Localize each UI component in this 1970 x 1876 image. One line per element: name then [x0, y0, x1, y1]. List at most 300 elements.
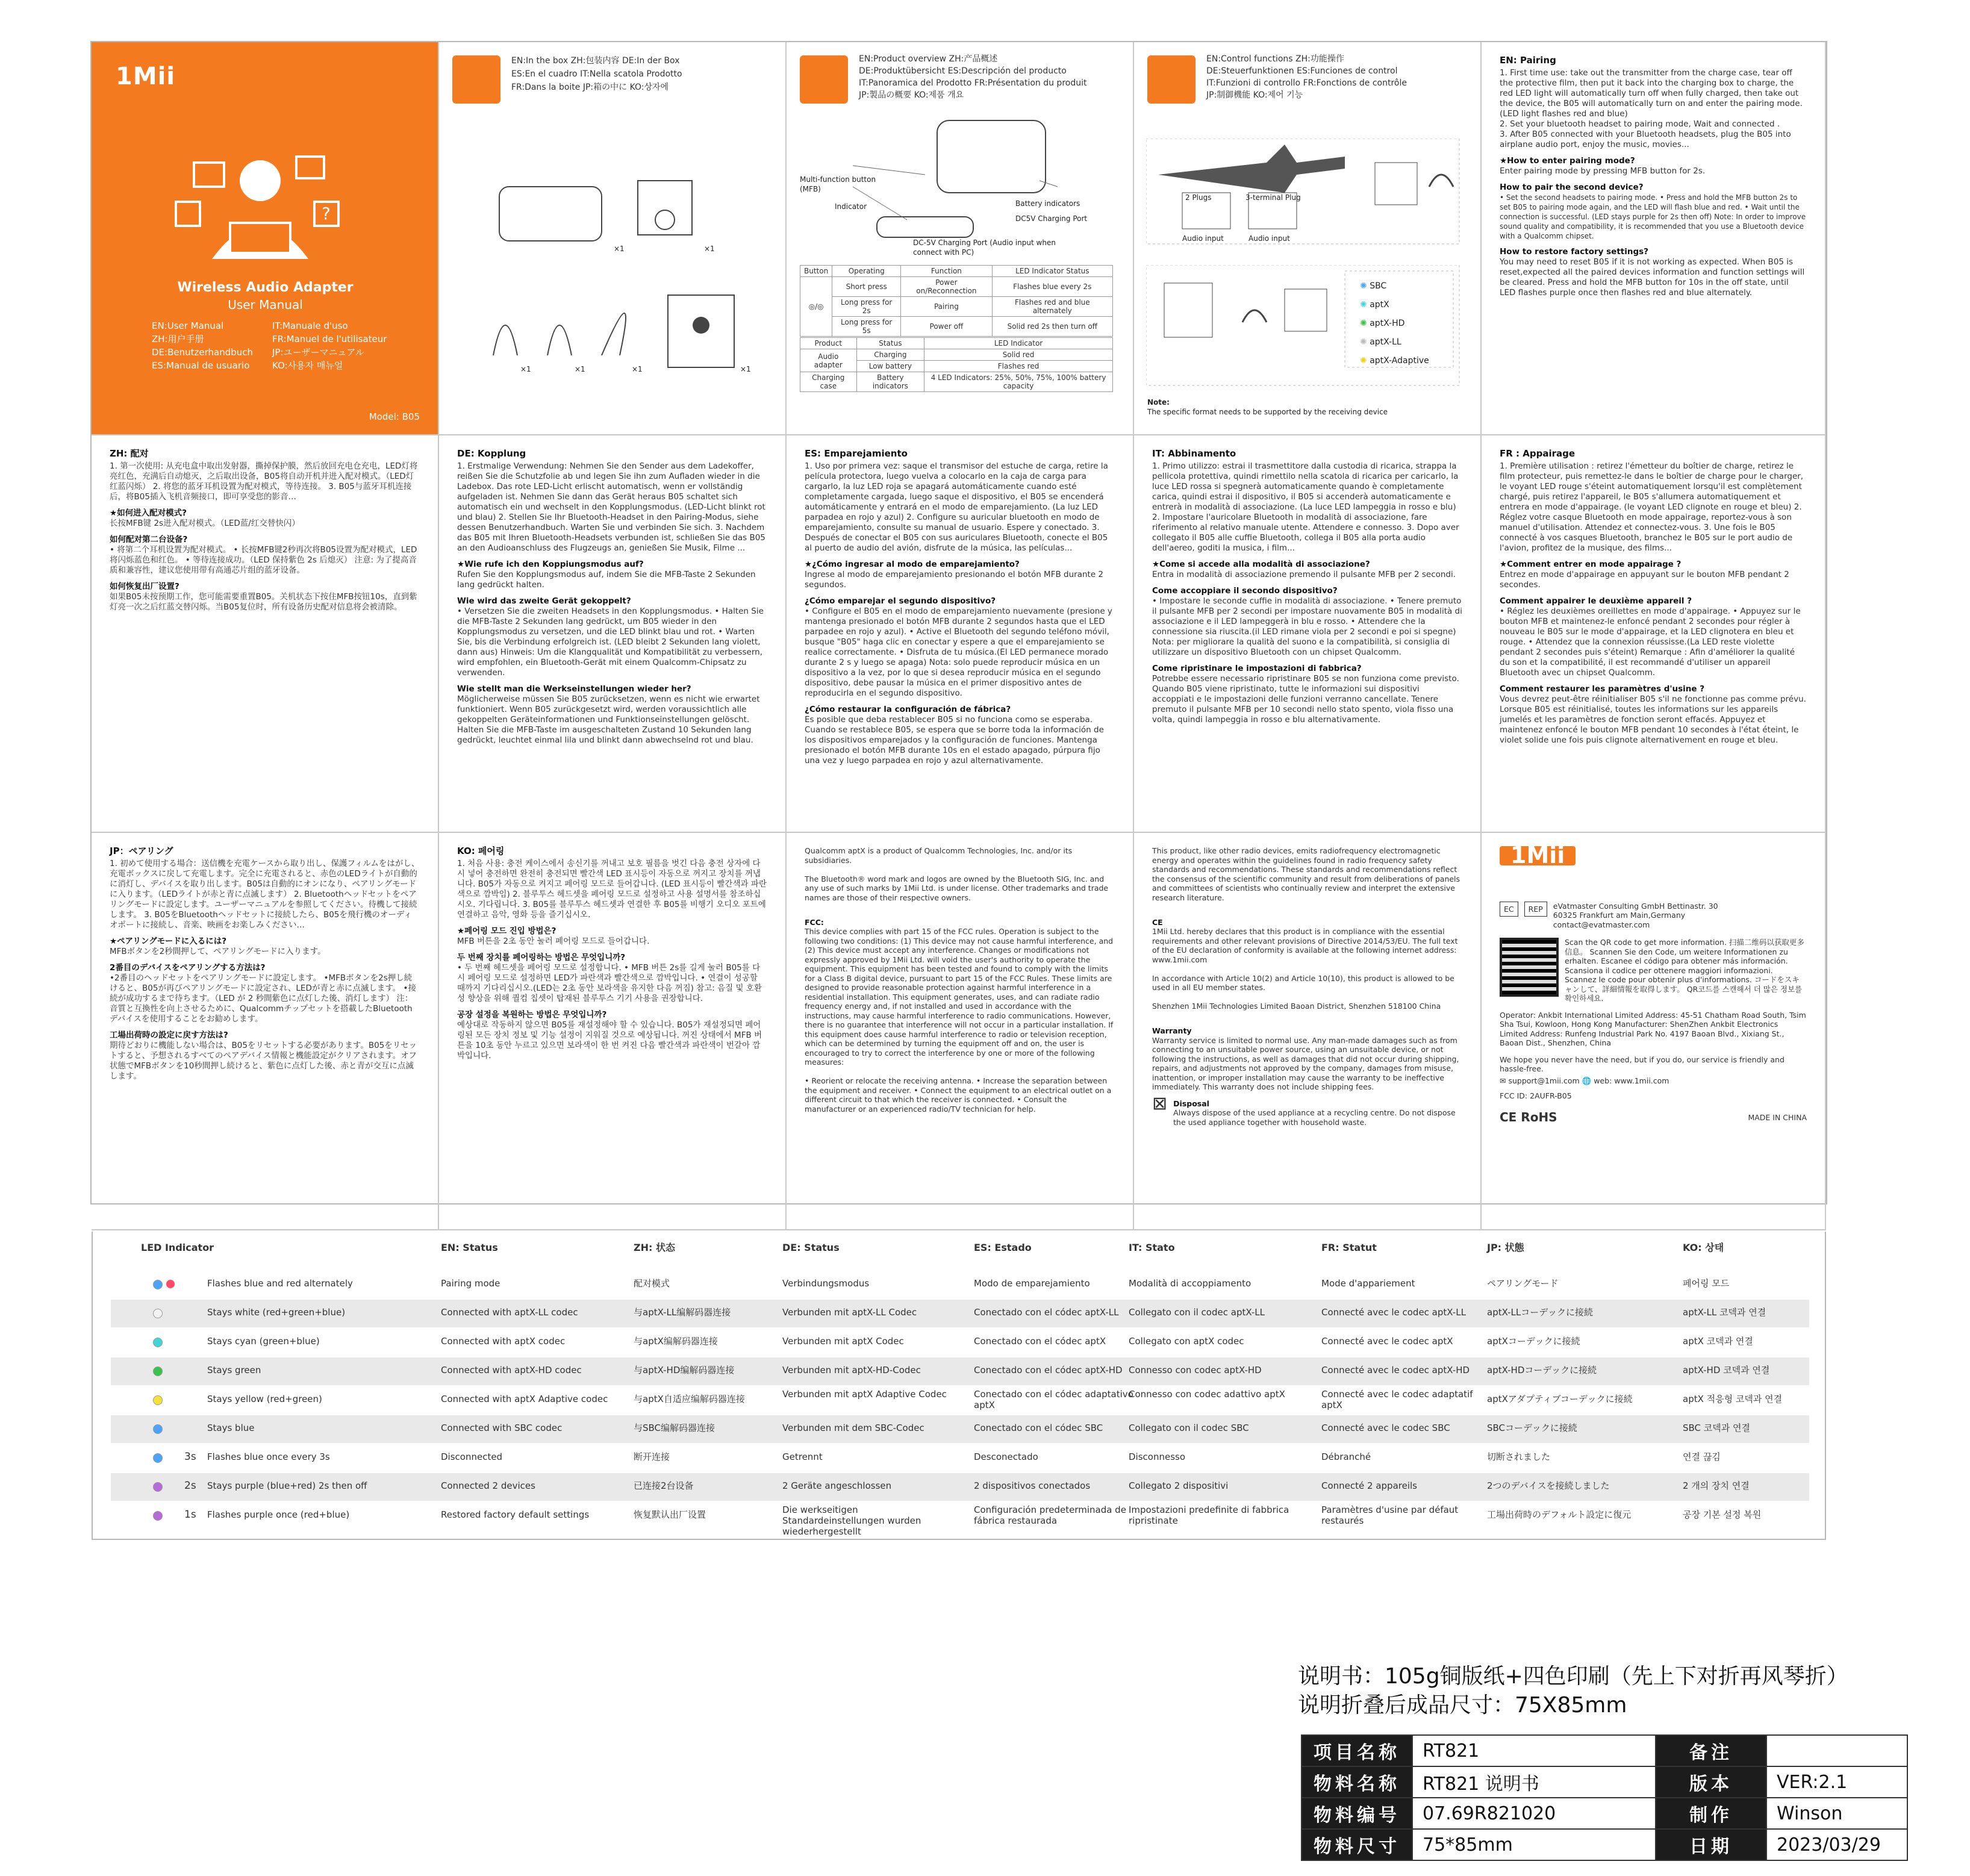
led-status-es: Desconectado [974, 1451, 1038, 1462]
inbox-line: ES:En el cuadro IT:Nella scatola Prodotto [511, 69, 682, 79]
paragraph: MFB 버튼을 2초 동안 눌러 페어링 모드로 들어갑니다. [457, 936, 650, 946]
plug-label: Audio input [1182, 234, 1224, 243]
paragraph: 1. Erstmalige Verwendung: Nehmen Sie den Sender aus dem Ladekoffer, reißen Sie die Schutzfolie ab und legen Sie ihn zum Aufladen wieder in die Ladebox. Das rote LED-Licht erlischt automatisch, wenn er vollständig aufgeladen ist. Nehmen Sie dann das Gerät heraus B05 schaltet sich automatisch ein und wechselt in den Kopplungsmodus. (LED-Licht blinkt rot und blau) 2. Stellen Sie Ihr Bluetooth-Headset in den Pairing-Modus, siehe dessen Benutzerhandbuch. Warten Sie und verbinden Sie sich. 3. Nachdem das B05 mit Ihren Bluetooth-Headsets verbunden ist, schließen Sie das B05 an den Audioanschluss des Flugzeugs an, genießen Sie Musik, Filme ... [457, 461, 765, 553]
jp-panel [92, 833, 439, 1230]
led-status-it: Collegato con aptX codec [1129, 1336, 1244, 1347]
led-status-ko: aptX-LL 코덱과 연결 [1683, 1307, 1766, 1318]
section-heading: ★Comment entrer en mode appairage ? [1500, 559, 1682, 569]
led-color-dot [153, 1453, 163, 1463]
paragraph: 1. 第一次使用: 从充电盒中取出发射器，撕掉保护膜，然后放回充电仓充电，LED灯将亮红色，充满后自动熄灭，之后取出设备，B05将自动开机并进入配对模式。（LED灯红蓝闪烁） 2. 将您的蓝牙耳机设置为配对模式，等待连接。 3. B05与蓝牙耳机连接后，将B05插入飞机音频接口，即可享受您的影音… [110, 461, 418, 502]
led-table-row [111, 1415, 1809, 1443]
led-status-en: Connected with aptX-HD codec [441, 1365, 582, 1376]
paragraph: 예상대로 작동하지 않으면 B05를 재설정해야 할 수 있습니다. B05가 재설정되면 페어링된 모든 장치 정보 및 기능 설정이 지워질 것으로 예상됩니다. 꺼진 상태에서 MFB 버튼을 10초 동안 누르고 있으면 보라색이 한 번 켜진 다음 빨간색과 파란색이 번갈아 깜박입니다. [457, 1020, 762, 1061]
led-table-row [111, 1444, 1809, 1472]
td: Audio adapter [800, 349, 857, 372]
paragraph: 期待どおりに機能しない場合は、B05をリセットする必要があります。B05をリセットすると、予想されるすべてのペアデバイス情報と機能設定がクリアされます。オフ状態でMFBボタンを10秒間押し続けると、紫色に点灯した後、赤と青が交互に点滅します。 [110, 1041, 417, 1081]
td: Long press for 2s [832, 297, 901, 317]
led-status-jp: 工場出荷時のデフォルト設定に復元 [1487, 1509, 1632, 1520]
led-status-en: Connected with SBC codec [441, 1423, 563, 1433]
paragraph: You may need to reset B05 if it is not working as expected. When B05 is reset,expected all the paired devices information and function settings will be cleared. Press and hold the MFB button for 10s in the off state, until LED flashes purple once then flashes red and blue alternately. [1500, 257, 1805, 298]
led-status-zh: 与aptX自适应编解码器连接 [634, 1394, 745, 1404]
section-heading: 공장 설정을 복원하는 방법은 무엇입니까? [457, 1010, 607, 1020]
led-description: Stays white (red+green+blue) [207, 1307, 346, 1318]
codec-label: aptX-LL [1370, 337, 1401, 347]
operator-info: Operator: Ankbit International Limited Address: 45-51 Chatham Road South, Tsim Sha Tsui, Kowloon, Hong Kong Manufacturer: ShenZhen Ankbit Electronics Limited Address: Runfeng Industrial Park No. 4197 Baoan Blvd., Xixiang St., Baoan Dist., Shenzhen, China [1500, 1010, 1806, 1047]
paragraph: Vous devrez peut-être réinitialiser B05 s'il ne fonctionne pas comme prévu. Lorsque B05 est réinitialisé, toutes les informations sur les appareils jumelés et les paramètres de fonction seront effacés. Appuyez et maintenez enfoncé le bouton MFB pendant 10 secondes à l'état éteint, le violet solide une fois puis clignote alternativement en rouge et bleu. [1500, 694, 1806, 745]
led-status-de: Verbindungsmodus [782, 1278, 870, 1289]
led-status-ko: 연결 끊김 [1683, 1451, 1721, 1462]
lang-en: EN:User Manual [152, 320, 224, 331]
cover-panel [92, 42, 439, 435]
ce-panel [1134, 833, 1482, 1230]
overview-line: DE:Produktübersicht ES:Descripción del producto [859, 66, 1067, 76]
paragraph: Entrez en mode d'appairage en appuyant sur le bouton MFB pendant 2 secondes. [1500, 570, 1789, 590]
section-heading: Come accoppiare il secondo dispositivo? [1152, 586, 1338, 596]
led-description: Stays cyan (green+blue) [207, 1336, 320, 1347]
td: Flashes red [924, 361, 1113, 372]
led-table-row [111, 1386, 1809, 1414]
ec-rep-block [1500, 902, 1807, 930]
led-status-zh: 与aptX编解码器连接 [634, 1336, 718, 1347]
paragraph: Rufen Sie den Kopplungsmodus auf, indem Sie die MFB-Taste 2 Sekunden lang gedrückt halten. [457, 570, 756, 590]
spec-row [1301, 1766, 1907, 1798]
section-heading: 2番目のデバイスをペアリングする方法は? [110, 963, 266, 973]
section-heading: How to pair the second device? [1500, 182, 1644, 192]
led-status-it: Connesso con codec aptX-HD [1129, 1365, 1262, 1376]
td: Power on/Reconnection [901, 277, 992, 297]
plug-label: 3-terminal Plug [1245, 193, 1301, 202]
led-table-row [111, 1357, 1809, 1385]
led-timer-label: 1s [184, 1509, 196, 1521]
lang-es: ES:Manual de usuario [152, 360, 250, 371]
led-status-it: Connesso con codec adattivo aptX [1129, 1389, 1285, 1400]
count-label: ×1 [575, 365, 585, 373]
spec-value: 2023/03/29 [1766, 1829, 1907, 1860]
paragraph: 1. Première utilisation : retirez l'émetteur du boîtier de charge, retirez le film protecteur, puis remettez-le dans le boîtier de charge pour le charger, le voyant LED rouge s'éteint automatiquement lorsqu'il est complètement chargé, puis retirez l'appareil, le B05 s'allumera automatiquement et entrera en mode d'appairage. (le voyant LED clignote en rouge et bleu) 2. Réglez votre casque Bluetooth en mode appairage, reportez-vous à son manuel d'utilisation. Attendez et connectez-vous. 3. Une fois le B05 connecté à vos casques Bluetooth, branchez le B05 sur le port audio de l'avion, profitez de la musique, des films... [1500, 461, 1804, 553]
led-table-heading: IT: Stato [1129, 1242, 1175, 1253]
service-text: We hope you never have the need, but if you do, our service is friendly and hassle-free. [1500, 1055, 1785, 1073]
section-title: IT: Abbinamento [1152, 448, 1236, 459]
paragraph: In accordance with Article 10(2) and Article 10(10), this product is allowed to be used in all EU member states. [1152, 973, 1454, 992]
led-status-jp: 切断されました [1487, 1451, 1551, 1462]
codec-item: ✺ aptX-LL [1360, 337, 1401, 347]
plug-label: Audio input [1248, 234, 1290, 243]
marks-row [1500, 1109, 1807, 1124]
led-status-de: Verbunden mit aptX-LL Codec [782, 1307, 917, 1318]
led-status-jp: aptX-HDコーデックに接続 [1487, 1365, 1597, 1376]
th: Product [800, 338, 857, 349]
fr-panel [1482, 435, 1826, 833]
led-status-zh: 与SBC编解码器连接 [634, 1423, 715, 1433]
led-description: Flashes blue and red alternately [207, 1278, 353, 1289]
document-icon [800, 55, 848, 104]
controls-note [1147, 397, 1460, 417]
led-status-de: Verbunden mit aptX Adaptive Codec [782, 1389, 947, 1400]
back-panel [1482, 833, 1826, 1230]
th: Operating [832, 266, 901, 277]
led-status-it: Collegato 2 dispositivi [1129, 1480, 1229, 1491]
led-table-heading: EN: Status [441, 1242, 498, 1253]
spec-table [1301, 1734, 1908, 1861]
overview-panel [787, 42, 1134, 435]
section-title: KO: 페어링 [457, 846, 505, 856]
led-table-heading: KO: 상태 [1683, 1242, 1724, 1253]
it-panel [1134, 435, 1482, 833]
td: Solid red 2s then turn off [992, 317, 1112, 337]
print-notes [1298, 1662, 1848, 1720]
section-title: ZH: 配对 [110, 448, 149, 459]
paragraph: Möglicherweise müssen Sie B05 zurücksetzen, wenn es nicht wie erwartet funktioniert. Wenn B05 zurückgesetzt wird, werden voraussichtlich alle gekoppelten Geräteinformationen und Funktionseinstellungen gelöscht. Halten Sie die MFB-Taste im ausgeschalteten Zustand 10 Sekunden lang gedrückt, leuchtet einmal lila und blinkt dann abwechselnd rot und blau. [457, 694, 760, 745]
led-status-jp: SBCコーデックに接続 [1487, 1423, 1577, 1433]
td: Charging [856, 349, 924, 361]
paragraph: 3. After B05 connected with your Bluetooth headsets, plug the B05 into airplane audio port, enjoy the music, movies... [1500, 129, 1791, 149]
codec-label: aptX-Adaptive [1370, 356, 1429, 366]
svg-text:?: ? [322, 204, 331, 223]
paragraph: Qualcomm aptX is a product of Qualcomm Technologies, Inc. and/or its subsidiaries. [805, 846, 1073, 865]
qr-block [1500, 938, 1807, 1003]
section-title: JP：ペアリング [110, 846, 173, 856]
td: Long press for 5s [832, 317, 901, 337]
led-status-en: Restored factory default settings [441, 1509, 590, 1520]
led-status-es: Modo de emparejamiento [974, 1278, 1090, 1289]
inbox-panel [439, 42, 787, 435]
section-heading: ★ペアリングモードに入るには? [110, 936, 227, 946]
paragraph: Shenzhen 1Mii Technologies Limited Baoan District, Shenzhen 518100 China [1152, 1002, 1441, 1011]
led-color-dot [166, 1280, 175, 1288]
ko-panel [439, 833, 787, 1230]
box-icon [452, 55, 500, 104]
led-status-zh: 与aptX-LL编解码器连接 [634, 1307, 731, 1318]
spec-row [1301, 1798, 1907, 1829]
rep-mark: REP [1524, 902, 1547, 917]
section-heading: 工場出荷時の設定に戻す方法は? [110, 1030, 228, 1040]
led-status-ko: aptX 코덱과 연결 [1683, 1336, 1753, 1347]
section-heading: Warranty [1152, 1026, 1192, 1035]
paragraph: This device complies with part 15 of the FCC rules. Operation is subject to the following two conditions: (1) This device may not cause harmful interference, and (2) This device must accept any interference. Changes or modifications not expressly approved by 1Mii Ltd. will void the user's authority to operate the equipment. This equipment has been tested and found to comply with the limits for a Class B digital device, pursuant to part 15 of the FCC Rules. These limits are designed to provide reasonable protection against harmful interference in a residential installation. This equipment generates, uses, and can radiate radio frequency energy and, if not installed and used in accordance with the instructions, may cause harmful interference to radio communications. However, there is no guarantee that interference will not occur in a particular installation. If this equipment does cause harmful interference to radio or television reception, which can be determined by turning the equipment off and on, the user is encouraged to try to correct the interference by one or more of the following measures: [805, 927, 1114, 1067]
codec-item: ✺ aptX-HD [1360, 319, 1405, 328]
led-table-row [111, 1300, 1809, 1327]
made-in-label: MADE IN CHINA [1748, 1112, 1807, 1122]
controls-header [1206, 53, 1407, 101]
status-table [800, 337, 1113, 392]
led-table-heading: FR: Statut [1321, 1242, 1377, 1253]
led-table-heading: JP: 状態 [1487, 1242, 1524, 1253]
led-status-de: 2 Geräte angeschlossen [782, 1480, 892, 1491]
section-heading: CE [1152, 917, 1163, 927]
led-status-de: Getrennt [782, 1451, 823, 1462]
led-color-dot [153, 1482, 163, 1492]
paragraph: MFBボタンを2秒間押して、ペアリングモードに入ります。 [110, 947, 326, 956]
controls-panel [1134, 42, 1482, 435]
section-heading: ¿Cómo emparejar el segundo dispositivo? [805, 596, 996, 606]
led-timer-label: 2s [184, 1480, 196, 1492]
led-status-fr: Connecté 2 appareils [1321, 1480, 1417, 1491]
section-heading: ¿Cómo restaurar la configuración de fábrica? [805, 705, 1011, 714]
th: LED Indicator [924, 338, 1113, 349]
led-color-dot [153, 1338, 163, 1347]
codec-label: SBC [1370, 281, 1387, 291]
disposal-block [1152, 1092, 1462, 1127]
led-status-de: Verbunden mit dem SBC-Codec [782, 1423, 924, 1433]
led-status-zh: 恢复默认出厂设置 [634, 1509, 706, 1520]
led-timer-label: 3s [184, 1451, 196, 1463]
label-dc5v: DC5V Charging Port [1015, 214, 1088, 223]
section-heading: ★페어링 모드 진입 방법은? [457, 926, 556, 936]
section-heading: ★How to enter pairing mode? [1500, 156, 1635, 166]
paragraph: • Impostare le seconde cuffie in modalità di associazione. • Tenere premuto il pulsante MFB per 2 secondi per impostare nuovamente B05 in modalità di associazione e il LED lampeggerà in blu e rosso. • Attendere che la connessione sia riuscita.(il LED rimane viola per 2 secondi e poi si spegne) Nota: per migliorare la qualità del suono e la compatibilità, si consiglia di utilizzare un dispositivo Bluetooth con un chipset Qualcomm. [1152, 596, 1462, 657]
cover-subtitle: User Manual [228, 298, 303, 312]
qr-code [1500, 938, 1559, 997]
led-status-fr: Connecté avec le codec aptX-LL [1321, 1307, 1466, 1318]
overview-line: EN:Product overview ZH:产品概述 [859, 54, 998, 64]
section-title: DE: Kopplung [457, 448, 526, 459]
led-status-es: Conectado con el códec adaptativo aptX [974, 1389, 1133, 1410]
fcc-id: FCC ID: 2AUFR-B05 [1500, 1091, 1572, 1100]
section-heading: ★如何进入配对模式? [110, 508, 187, 518]
overview-line: IT:Panoramica del Prodotto FR:Présentation du produit [859, 78, 1087, 88]
section-heading: ★¿Cómo ingresar al modo de emparejamiento? [805, 559, 1020, 569]
overview-header [859, 53, 1086, 101]
led-status-es: Conectado con el códec SBC [974, 1423, 1103, 1433]
fcc-panel [787, 833, 1134, 1230]
de-panel [439, 435, 787, 833]
paragraph: 如果B05未按预期工作，您可能需要重置B05。关机状态下按住MFB按钮10s，直到紫灯亮一次之后红蓝交替闪烁。当B05复位时，所有设备历史配对信息将会被清除。 [110, 592, 417, 612]
paragraph: 1. 初めて使用する場合：送信機を充電ケースから取り出し、保護フィルムをはがし、充電ボックスに戻して充電します。完全に充電されると、赤色のLEDライトが自動的に消灯し、デバイスを取り出します。B05は自動的にオンになり、ペアリングモードに入ります。（LEDライトが赤と青に点滅します） 2. Bluetoothヘッドセットをペアリングモードに設定します。ユーザーマニュアルを参照してください。待機して接続します。 3. B05をBluetoothヘッドセットに接続したら、B05を飛行機のオーディオポートに接続し、音楽、映画をお楽しみください… [110, 859, 420, 930]
disposal-text [1173, 1099, 1462, 1127]
led-status-ko: 페어링 모드 [1683, 1278, 1730, 1289]
led-status-jp: 2つのデバイスを接続しました [1487, 1480, 1610, 1491]
td: Low battery [856, 361, 924, 372]
led-status-en: Connected 2 devices [441, 1480, 535, 1491]
reader-illustration [170, 145, 351, 265]
paragraph: • Configure el B05 en el modo de emparejamiento nuevamente (presione y mantenga presionado el botón MFB durante 2 segundos hasta que el LED parpadee en rojo y azul). • Active el Bluetooth del segundo teléfono móvil, busque "B05" haga clic en conectar y espere a que el emparejamiento se realice correctamente. • Disfruta de tu música.(El LED permanece morado durante 2 s y luego se apaga) Nota: solo puede reproducir música en un dispositivo a la vez, por lo que si desea reproducir música en el segundo dispositivo, debe pausar la música en el primer dispositivo antes de reproducirla en el segundo dispositivo. [805, 606, 1112, 698]
spec-value: RT821 说明书 [1412, 1766, 1656, 1798]
paragraph: 1Mii Ltd. hereby declares that this product is in compliance with the essential requirements and other relevant provisions of Directive 2014/53/EU. The full text of the EU declaration of conformity is available at the following internet address: www.1mii.com [1152, 927, 1458, 964]
count-label: ×1 [520, 365, 531, 373]
spec-key: 日期 [1656, 1829, 1766, 1860]
led-status-fr: Connecté avec le codec SBC [1321, 1423, 1450, 1433]
lang-it: IT:Manuale d'uso [272, 320, 348, 331]
inbox-line: FR:Dans la boite JP:箱の中に KO:상자에 [511, 83, 669, 92]
button-icon: ◎/◎ [800, 277, 832, 337]
paragraph: The Bluetooth® word mark and logos are owned by the Bluetooth SIG, Inc. and any use of such marks by 1Mii Ltd. is under license. Other trademarks and trade names are those of their respective owners. [805, 874, 1109, 902]
led-status-es: Conectado con el códec aptX [974, 1336, 1106, 1347]
spec-row [1301, 1735, 1907, 1766]
paragraph: Enter pairing mode by pressing MFB button for 2s. [1500, 166, 1706, 176]
wheelie-bin-icon: ⊠ [1152, 1092, 1168, 1114]
controls-line: IT:Funzioni di controllo FR:Fonctions de contrôle [1206, 78, 1407, 88]
spec-row [1301, 1829, 1907, 1860]
led-table-row [111, 1473, 1809, 1501]
codec-item: ✺ aptX-Adaptive [1360, 356, 1429, 366]
led-table-header [93, 1232, 1825, 1263]
led-table-heading: ZH: 状态 [634, 1242, 675, 1253]
section-heading: ★Come si accede alla modalità di associazione? [1152, 559, 1370, 569]
led-status-fr: Mode d'appariement [1321, 1278, 1415, 1289]
led-status-fr: Paramètres d'usine par défaut restaurés [1321, 1504, 1459, 1526]
section-heading: FCC: [805, 917, 824, 927]
cover-title: Wireless Audio Adapter [177, 280, 354, 295]
led-status-es: Conectado con el códec aptX-HD [974, 1365, 1123, 1376]
section-heading: How to restore factory settings? [1500, 247, 1649, 257]
td: Solid red [924, 349, 1113, 361]
led-status-ko: aptX-HD 코덱과 연결 [1683, 1365, 1770, 1376]
paragraph: • Versetzen Sie die zweiten Headsets in den Kopplungsmodus. • Halten Sie die MFB-Taste 2 Sekunden lang gedrückt, um B05 wieder in den Kopplungsmodus zu versetzen, und die LED blinkt blau und rot. • Warten Sie, bis die Verbindung erfolgreich ist. (LED bleibt 2 Sekunden lang violett, dann aus) Hinweis: Um die Klangqualität und Kompatibilität zu verbessern, wird empfohlen, ein Bluetooth-Gerät mit einem Qualcomm-Chipsatz zu verwenden. [457, 606, 764, 678]
led-status-it: Collegato con il codec aptX-LL [1129, 1307, 1265, 1318]
count-label: ×1 [740, 365, 751, 373]
paragraph: Always dispose of the used appliance at a recycling centre. Do not dispose the used appliance together with household waste. [1173, 1108, 1456, 1127]
led-status-it: Impostazioni predefinite di fabbrica ripristinate [1129, 1504, 1289, 1526]
es-panel [787, 435, 1134, 833]
led-status-ko: aptX 적응형 코덱과 연결 [1683, 1394, 1783, 1404]
codec-list [1360, 277, 1429, 370]
led-status-en: Disconnected [441, 1451, 503, 1462]
led-color-dot [153, 1280, 163, 1289]
led-status-en: Pairing mode [441, 1278, 500, 1289]
section-heading: Wie wird das zweite Gerät gekoppelt? [457, 596, 631, 606]
led-description: Flashes purple once (red+blue) [207, 1509, 350, 1520]
note-text: The specific format needs to be supported by the receiving device [1147, 408, 1388, 416]
led-status-fr: Connecté avec le codec aptX [1321, 1336, 1453, 1347]
paragraph: • Set the second headsets to pairing mode. • Press and hold the MFB button 2s to set B05 to pairing mode again, and the LED will flash blue and red. • Wait until the connection is successful. (LED stays purple for 2s then off) Note: In order to improve sound quality and compatibility, it is recommended that you use a Bluetooth device with a Qualcomm chipset. [1500, 193, 1806, 240]
label-mfb: Multi-function button (MFB) [800, 175, 876, 193]
spec-key: 版本 [1656, 1766, 1766, 1798]
count-label: ×1 [614, 245, 625, 253]
contact-info: ✉ support@1mii.com 🌐 web: www.1mii.com [1500, 1076, 1669, 1085]
paragraph: •2番目のヘッドセットをペアリングモードに設定します。 •MFBボタンを2s押し続けると、B05が再びペアリングモードに設定され、LEDが青と赤に点滅します。 •接続が成功するまで待ちます。（LED が 2 秒間紫色に点灯した後、消灯します） 注：音質と互換性を向上させるために、Qualcommチップセットを搭載したBluetoothデバイスを使用することをお勧めします。 [110, 973, 417, 1024]
brand-logo: 1Mii [116, 63, 176, 90]
th: Button [800, 266, 832, 277]
led-status-es: Conectado con el códec aptX-LL [974, 1307, 1119, 1318]
led-description: Stays yellow (red+green) [207, 1394, 322, 1404]
led-status-zh: 已连接2台设备 [634, 1480, 694, 1491]
inbox-header [511, 54, 682, 94]
led-table-row [111, 1329, 1809, 1356]
section-heading: 두 번째 장치를 페어링하는 방법은 무엇입니까? [457, 953, 626, 962]
paragraph: • 두 번째 헤드셋을 페어링 모드로 설정합니다. • MFB 버튼 2s를 길게 눌러 B05를 다시 페어링 모드로 설정하면 LED가 파란색과 빨간색으로 깜박입니다. • 연결이 성공할 때까지 기다리십시오.(LED는 2초 동안 보라색을 유지한 다음 꺼짐) 참고: 음질 및 호환성 향상을 위해 퀄컴 칩셋이 탑재된 블루투스 기기 사용을 권장합니다. [457, 963, 762, 1003]
paragraph: Warranty service is limited to normal use. Any man-made damages such as from connecting to an unsuitable power source, using an unsuitable device, or not following the instructions, as well as damages that did not occur during shipping, repairs, and adjustments not approved by the company, damages from misuse, inattention, or improper installation may cause the warranty to be ineffective immediately. This warranty does not include shipping fees. [1152, 1035, 1459, 1091]
controls-line: JP:制御機能 KO:제어 기능 [1206, 90, 1303, 100]
controls-line: EN:Control functions ZH:功能操作 [1206, 54, 1344, 64]
spec-value: 07.69R821020 [1412, 1798, 1656, 1829]
count-label: ×1 [632, 365, 643, 373]
model-label: Model: B05 [369, 411, 420, 422]
led-status-de: Verbunden mit aptX-HD-Codec [782, 1365, 921, 1376]
led-description: Flashes blue once every 3s [207, 1451, 330, 1462]
led-indicator-table [92, 1232, 1826, 1540]
section-title: FR : Appairage [1500, 448, 1576, 459]
spec-key: 物料名称 [1301, 1766, 1412, 1798]
spec-key: 物料编号 [1301, 1798, 1412, 1829]
paragraph: Potrebbe essere necessario ripristinare B05 se non funziona come previsto. Quando B05 viene ripristinato, tutte le informazioni sui dispositivi accoppiati e le impostazioni delle funzioni verranno cancellate. Tenere premuto il pulsante MFB per 10 secondi nello stato spento, viola fisso una volta, quindi lampeggia in rosso e blu alternativamente. [1152, 674, 1459, 725]
spec-key: 制作 [1656, 1798, 1766, 1829]
lang-ko: KO:사용자 매뉴얼 [272, 360, 343, 371]
led-status-zh: 配对模式 [634, 1278, 670, 1289]
section-heading: Wie stellt man die Werkseinstellungen wieder her? [457, 684, 691, 694]
td: Power off [901, 317, 992, 337]
section-title: ES: Emparejamiento [805, 448, 908, 459]
inbox-items-illustration [439, 163, 776, 416]
section-heading: 如何配对第二台设备? [110, 535, 188, 544]
section-heading: Come ripristinare le impostazioni di fabbrica? [1152, 664, 1362, 673]
led-status-it: Disconnesso [1129, 1451, 1186, 1462]
th: LED Indicator Status [992, 266, 1112, 277]
led-status-jp: ペアリングモード [1487, 1278, 1559, 1289]
section-heading: Comment appairer le deuxième appareil ? [1500, 596, 1692, 606]
rep-address: eVatmaster Consulting GmbH Bettinastr. 30 60325 Frankfurt am Main,Germany contact@evatmaster.com [1553, 901, 1718, 929]
lang-zh: ZH:用户手册 [152, 334, 204, 344]
paragraph: • Reorient or relocate the receiving antenna. • Increase the separation between the equipment and receiver. • Connect the equipment to an electrical outlet on a different circuit to that which the receiver is connected. • Consult the manufacturer or an experienced radio/TV technician for help. [805, 1076, 1112, 1114]
th: Function [901, 266, 992, 277]
paragraph: Es posible que deba restablecer B05 si no funciona como se esperaba. Cuando se restablece B05, se espera que se borre toda la información de los dispositivos emparejados y la configuración de funciones. Mantenga presionado el botón MFB durante 10s en el estado apagado, púrpura fijo una vez y luego parpadea en rojo y azul alternativamente. [805, 715, 1104, 765]
spec-value: 75*85mm [1412, 1829, 1656, 1860]
paragraph: 1. 처음 사용: 충전 케이스에서 송신기를 꺼내고 보호 필름을 벗긴 다음 충전 상자에 다시 넣어 충전하면 완전히 충전되면 빨간색 LED 표시등이 자동으로 꺼지고 장치를 꺼냅니다. B05가 자동으로 켜지고 페어링 모드로 들어갑니다. (LED 표시등이 빨간색과 파란색으로 깜박임) 2. 블루투스 헤드셋을 페어링 모드로 설정하고 사용 설명서를 참조하십시오. 기다립니다. 3. B05를 블루투스 헤드셋과 연결한 후 B05를 비행기 오디오 포트에 연결하고 음악, 영화 등을 즐기십시오. [457, 859, 767, 920]
cover-langs [152, 319, 405, 372]
led-status-it: Collegato con il codec SBC [1129, 1423, 1249, 1433]
label-indicator: Indicator [835, 202, 867, 211]
controls-line: DE:Steuerfunktionen ES:Funciones de control [1206, 66, 1398, 76]
paragraph: 1. First time use: take out the transmitter from the charge case, tear off the protective film, then put it back into the charging box to charge, the red LED light will automatically turn off when fully charged, then take out the device, the B05 will automatically turn on and enter the pairing mode. (LED light flashes red and blue) [1500, 68, 1803, 119]
led-description: Stays green [207, 1365, 261, 1376]
td: Short press [832, 277, 901, 297]
paragraph: • Réglez les deuxièmes oreillettes en mode d'appairage. • Appuyez sur le bouton MFB et maintenez-le enfoncé pendant 2 secondes pour régler à nouveau le B05 sur le mode d'appairage, et la LED clignotera en bleu et rouge. • Attendez que la connexion réussisse.(La LED reste violette pendant 2 secondes puis s'éteint) Remarque : Afin d'améliorer la qualité du son et la compatibilité, il est recommandé d'utiliser un appareil Bluetooth avec un chipset Qualcomm. [1500, 606, 1801, 678]
section-heading: 如何恢复出厂设置? [110, 582, 179, 591]
codec-item: ✺ aptX [1360, 300, 1389, 310]
led-status-zh: 与aptX-HD编解码器连接 [634, 1365, 735, 1376]
paragraph: • 将第二个耳机设置为配对模式。 • 长按MFB键2秒再次将B05设置为配对模式，LED将闪烁蓝色和红色。 • 等待连接成功。（LED 保持紫色 2s 后熄灭） 注意: 为了提高音质和兼容性，建议您使用带有高通芯片组的蓝牙设备。 [110, 545, 417, 575]
paragraph: Ingrese al modo de emparejamiento presionando el botón MFB durante 2 segundos. [805, 570, 1103, 590]
led-status-it: Modalità di accoppiamento [1129, 1278, 1252, 1289]
led-color-dot [153, 1395, 163, 1405]
led-color-dot [153, 1309, 163, 1318]
led-table-row [111, 1502, 1809, 1537]
paragraph: 长按MFB键 2s进入配对模式。（LED蓝/红交替快闪） [110, 519, 300, 528]
led-status-de: Verbunden mit aptX Codec [782, 1336, 904, 1347]
inbox-line: EN:In the box ZH:包装内容 DE:In der Box [511, 56, 680, 66]
led-status-ko: 공장 기본 설정 복원 [1683, 1509, 1762, 1520]
td: Flashes blue every 2s [992, 277, 1112, 297]
led-status-fr: Connecté avec le codec adaptatif aptX [1321, 1389, 1473, 1410]
spec-key: 备注 [1656, 1735, 1766, 1766]
print-note-line: 说明折叠后成品尺寸：75X85mm [1298, 1693, 1627, 1718]
td: Battery indicators [856, 372, 924, 392]
spec-key: 项目名称 [1301, 1735, 1412, 1766]
led-color-dot [153, 1511, 163, 1521]
codec-item: ✺ SBC [1360, 281, 1387, 291]
spec-value: Winson [1766, 1798, 1907, 1829]
en-pairing-panel [1482, 42, 1826, 435]
led-status-en: Connected with aptX codec [441, 1336, 566, 1347]
spec-value [1766, 1735, 1907, 1766]
section-title: EN: Pairing [1500, 55, 1556, 66]
led-table-heading: LED Indicator [141, 1242, 214, 1253]
lang-fr: FR:Manuel de l'utilisateur [272, 334, 387, 344]
lang-de: DE:Benutzerhandbuch [152, 347, 254, 358]
paragraph: Entra in modalità di associazione premendo il pulsante MFB per 2 secondi. [1152, 570, 1456, 579]
print-note-line: 说明书：105g铜版纸+四色印刷（先上下对折再风琴折） [1298, 1664, 1848, 1689]
section-heading: Comment restaurer les paramètres d'usine ? [1500, 684, 1705, 694]
plug-label: 2 Plugs [1185, 193, 1212, 202]
lang-jp: JP:ユーザーマニュアル [272, 347, 364, 358]
led-status-jp: aptXアダプティブコーデックに接続 [1487, 1394, 1633, 1404]
label-charging-port: DC-5V Charging Port (Audio input when connect with PC) [913, 238, 1056, 257]
td: Charging case [800, 372, 857, 392]
led-status-es: 2 dispositivos conectados [974, 1480, 1091, 1491]
led-status-zh: 断开连接 [634, 1451, 670, 1462]
th: Status [856, 338, 924, 349]
hand-icon [1147, 55, 1195, 104]
label-battery: Battery indicators [1015, 199, 1080, 208]
